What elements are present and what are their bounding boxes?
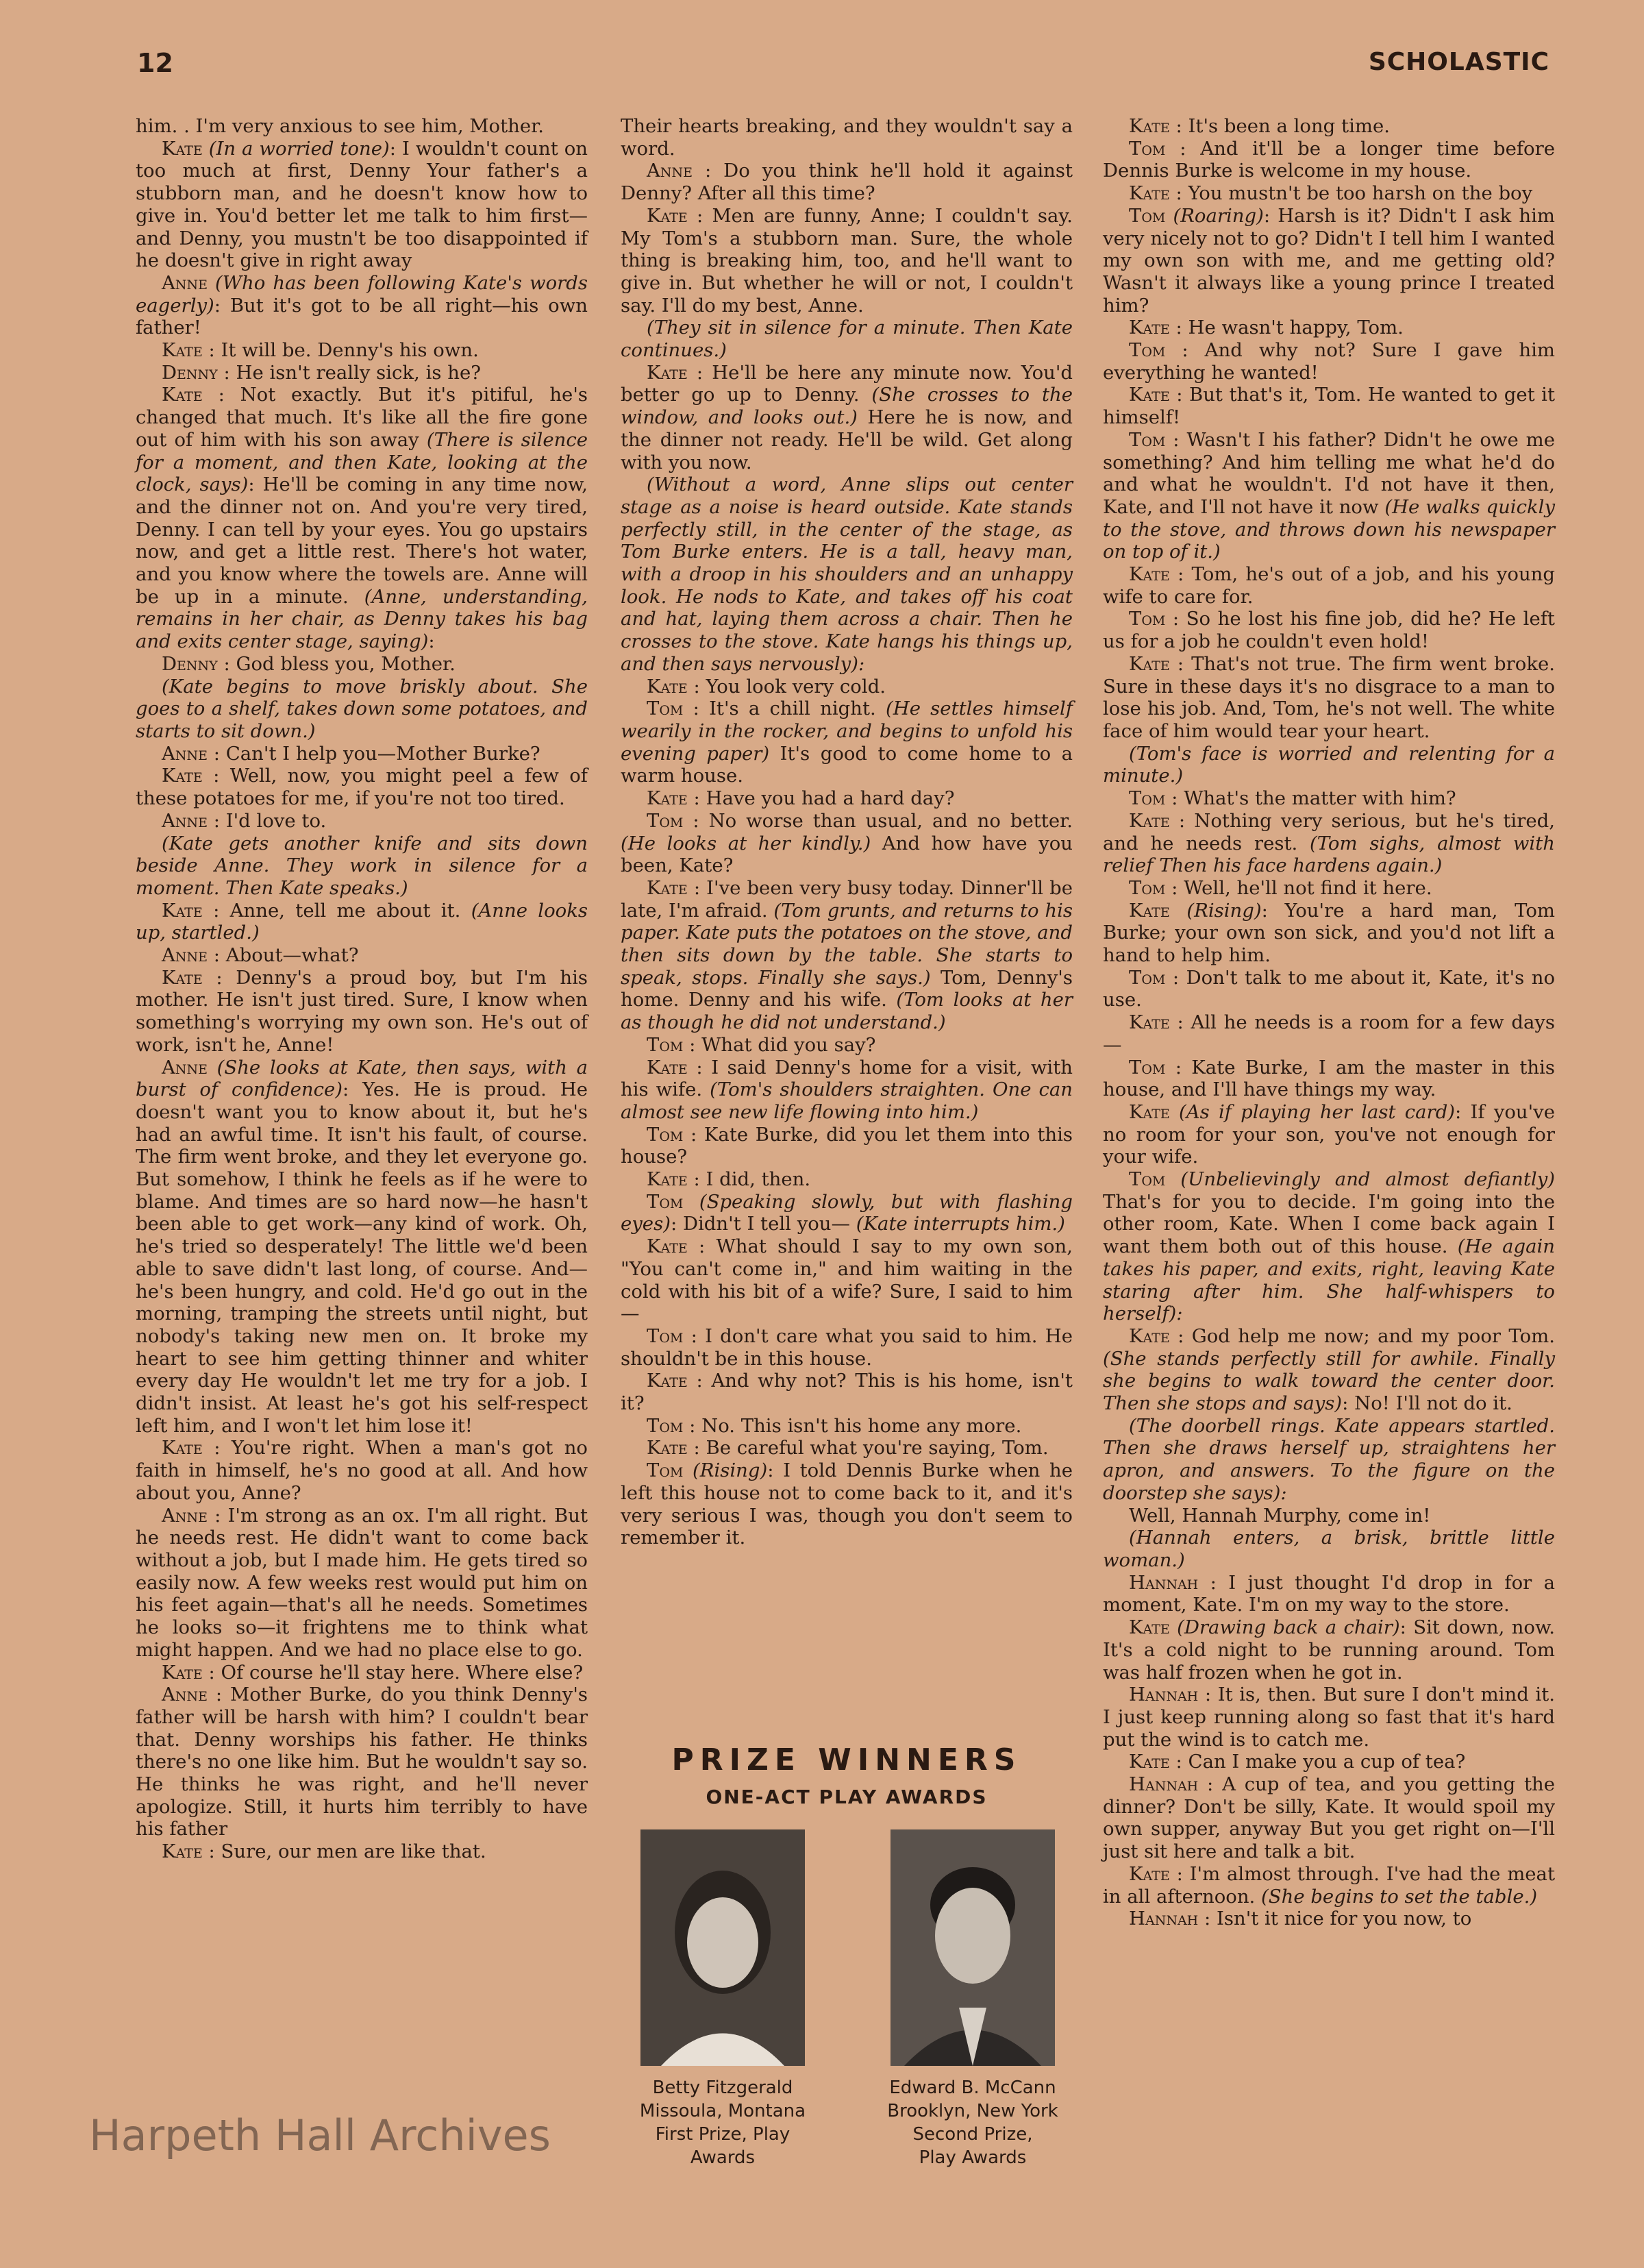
dialogue-text: : Have you had a hard day? — [693, 787, 955, 810]
script-paragraph — [621, 1057, 1073, 1124]
script-paragraph — [621, 810, 1073, 877]
script-paragraph — [621, 877, 1073, 1034]
dialogue-text: : I'm almost through. I've had the meat in all afternoon. — [1103, 1862, 1555, 1908]
speaker-name: Anne — [647, 160, 693, 182]
speaker-name: Kate — [647, 1056, 688, 1078]
speaker-name: Tom — [1129, 787, 1166, 810]
script-paragraph — [1103, 317, 1555, 339]
stage-direction: (Tom sighs, almost with relief Then his face hardens again.) — [1103, 832, 1555, 877]
dialogue-text: : Don't talk to me about it, Kate, it's no use. — [1103, 966, 1555, 1011]
script-paragraph — [136, 833, 588, 900]
winner-name: Edward B. McCann — [889, 2078, 1056, 2098]
winner-award: First Prize, Play — [655, 2124, 790, 2145]
script-paragraph — [1103, 384, 1555, 428]
script-paragraph — [621, 1459, 1073, 1549]
script-paragraph — [1103, 877, 1555, 900]
speaker-name: Anne — [162, 742, 208, 765]
script-paragraph — [1103, 115, 1555, 138]
dialogue-text: : Sit down, now. It's a cold night to be running around. Tom was half frozen when he got in. — [1103, 1616, 1555, 1684]
speaker-name: Kate — [162, 1661, 203, 1684]
stage-direction: (Kate interrupts him.) — [850, 1213, 1065, 1235]
winner-award: Awards — [690, 2147, 756, 2168]
script-paragraph — [621, 473, 1073, 675]
dialogue-text: : Well, he'll not find it here. — [1171, 876, 1432, 899]
prize-title: PRIZE WINNERS — [671, 1742, 1022, 1777]
script-paragraph — [621, 160, 1073, 204]
script-paragraph — [1103, 810, 1555, 877]
speaker-name: Tom — [1129, 966, 1166, 989]
speaker-name: Tom — [1129, 1168, 1166, 1191]
dialogue-text: It's good to come home to a warm house. — [621, 742, 1073, 787]
script-paragraph — [621, 1168, 1073, 1191]
speaker-name: Kate — [647, 876, 688, 899]
stage-direction: (Anne looks up, startled.) — [136, 899, 588, 944]
script-paragraph — [1103, 138, 1555, 182]
winner-place: Brooklyn, New York — [887, 2101, 1058, 2121]
dialogue-text: : God help me now; and my poor Tom. — [1178, 1324, 1555, 1347]
dialogue-text: : But it's got to be all right—his own father! — [136, 294, 588, 339]
script-paragraph — [136, 676, 588, 743]
dialogue-text: : It will be. Denny's his own. — [208, 339, 479, 362]
script-paragraph — [136, 944, 588, 967]
stage-direction: (Kate gets another knife and sits down beside Anne. They work in silence for a moment. Then Kate speaks.) — [136, 832, 588, 899]
dialogue-text: : You mustn't be too harsh on the boy — [1175, 182, 1533, 205]
script-paragraph — [1103, 1011, 1555, 1056]
speaker-name: Kate — [647, 1370, 688, 1392]
dialogue-text: : I'm strong as an ox. I'm all right. But he needs rest. He didn't want to come back without a job, but I made him. He gets tired so easily now. A few weeks rest would put him on his feet again—that's all he needs. Sometimes he looks so—it frightens me to think what might happen. And we had no place else to go. — [136, 1504, 588, 1661]
script-paragraph — [1103, 1101, 1555, 1168]
script-paragraph — [1103, 787, 1555, 810]
speaker-name: Hannah — [1129, 1684, 1199, 1706]
speaker-name: Tom — [1129, 339, 1166, 362]
speaker-name: Kate — [1129, 182, 1170, 205]
script-paragraph — [136, 115, 588, 138]
dialogue-text: : Isn't it nice for you now, to — [1204, 1908, 1472, 1930]
winner-award: Second Prize, — [912, 2124, 1033, 2145]
text-column-1 — [136, 115, 588, 1863]
winner-photo-1 — [640, 1829, 805, 2066]
dialogue-text: : That's not true. The firm went broke. Sure in these days it's no disgrace to a man to lose his job. And, Tom, he's not well. The white face of him would tear your heart. — [1103, 652, 1555, 742]
script-paragraph — [621, 1235, 1073, 1325]
speaker-name: Kate — [1129, 1011, 1170, 1034]
speaker-name: Denny — [162, 361, 218, 384]
winner-name: Betty Fitzgerald — [652, 2078, 793, 2098]
speaker-name: Tom — [647, 1190, 684, 1213]
dialogue-text: : It's been a long time. — [1175, 115, 1390, 137]
dialogue-text: : I told Dennis Burke when he left this house not to come back to it, and it's very serious I was, though you don't seem to remember it. — [621, 1459, 1073, 1549]
speaker-name: Hannah — [1129, 1571, 1199, 1594]
speaker-name: Kate — [162, 899, 203, 922]
dialogue-text: : Kate Burke, I am the master in this house, and I'll have things my way. — [1103, 1056, 1555, 1101]
dialogue-text: : Wasn't I his father? Didn't he owe me something? And him telling me what he'd do and what he wouldn't. I'd not have it then, Kate, and I'll not have it now — [1103, 428, 1556, 518]
stage-direction: (Speaking slowly, but with flashing eyes) — [621, 1190, 1073, 1235]
stage-direction: (He walks quickly to the stove, and throws down his newspaper on top of it.) — [1103, 495, 1555, 563]
script-paragraph — [136, 339, 588, 362]
dialogue-text: : All he needs is a room for a few days— — [1103, 1011, 1555, 1056]
dialogue-text: : Yes. He is proud. He doesn't want you to know about it, but he's had an awful time. It isn't his fault, of course. The firm went broke, and they let everyone go. But somehow, I think he feels as if he were to blame. And times are so hard now—he hasn't been able to get work—any kind of work. Oh, he's tried so desperately! The little we'd been able to save didn't last long, of course. And—he's been hungry, and cold. He'd go out in the morning, tramping the streets until night, but nobody's taking new men on. It broke my heart to see him getting thinner and whiter every day He wouldn't let me try for a job. I didn't insist. At least he's got his self-respect left him, and I won't let him lose it! — [136, 1078, 588, 1437]
script-paragraph — [1103, 1863, 1555, 1908]
dialogue-text: : I wouldn't count on too much at first, Denny Your father's a stubborn man, and he doesn't know how to give in. You'd better let me talk to him first—and Denny, you mustn't be too disappointed if he doesn't give in right away — [136, 137, 588, 272]
speaker-name: Kate — [647, 1168, 688, 1191]
speaker-name: Kate — [1129, 1100, 1170, 1123]
speaker-name: Kate — [1129, 1616, 1170, 1639]
dialogue-text: : Men are funny, Anne; I couldn't say. My Tom's a stubborn man. Sure, the whole thing is breaking him, too, and he'll want to give in. But whether he will or not, I couldn't say. I'll do my best, Anne. — [621, 204, 1073, 317]
script-paragraph — [136, 272, 588, 339]
stage-direction: (In a worried tone) — [208, 137, 390, 160]
speaker-name: Tom — [1129, 137, 1166, 160]
dialogue-text: : So he lost his fine job, did he? He left us for a job he couldn't even hold! — [1103, 608, 1555, 653]
stage-direction: (He again takes his paper, and exits, right, leaving Kate staring after him. She half-whispers to herself): — [1103, 1235, 1555, 1325]
script-paragraph — [1103, 1684, 1555, 1751]
dialogue-text: : Mother Burke, do you think Denny's father will be harsh with him? I couldn't bear that. Denny worships his father. He thinks there's no one like him. But he wouldn't say so. He thinks he was right, and he'll never apologize. Still, it hurts him terribly to have his father — [136, 1684, 588, 1840]
archive-watermark: Harpeth Hall Archives — [89, 2110, 551, 2160]
speaker-name: Anne — [162, 1684, 208, 1706]
script-paragraph — [1103, 1057, 1555, 1101]
speaker-name: Anne — [162, 809, 208, 832]
dialogue-text: : Didn't I tell you— — [670, 1213, 851, 1235]
speaker-name: Kate — [1129, 115, 1170, 137]
stage-direction: (Without a word, Anne slips out center stage as a noise is heard outside. Kate stands perfectly still, in the center of the stage, as Tom Burke enters. He is a tall, heavy man, with a droop in his shoulders and an unhappy look. He nods to Kate, and takes off his coat and hat, laying them across a chair. Then he crosses to the stove. Kate hangs his things up, and then says nervously): — [621, 473, 1073, 675]
speaker-name: Tom — [647, 1324, 684, 1347]
stage-direction: (Tom looks at her as though he did not understand.) — [621, 989, 1073, 1034]
stage-direction: (He settles himself wearily in the rocker, and begins to unfold his evening paper) — [621, 698, 1073, 765]
text-column-2 — [621, 115, 1073, 1549]
script-paragraph — [136, 967, 588, 1057]
script-paragraph — [1103, 1616, 1555, 1684]
dialogue-text: : You're a hard man, Tom Burke; your own son sick, and you'd not lift a hand to help him. — [1103, 899, 1555, 967]
magazine-title: SCHOLASTIC — [1368, 48, 1549, 76]
stage-direction: (Unbelievingly and almost defiantly) — [1180, 1168, 1555, 1191]
speaker-name: Kate — [1129, 1751, 1170, 1773]
script-paragraph — [136, 362, 588, 384]
winner-caption-1 — [620, 2076, 825, 2169]
dialogue-text: : But that's it, Tom. He wanted to get it himself! — [1103, 384, 1555, 429]
dialogue-text: : I did, then. — [693, 1168, 811, 1191]
stage-direction: (Rising) — [1186, 899, 1262, 922]
dialogue-text: : He wasn't happy, Tom. — [1175, 317, 1404, 339]
speaker-name: Anne — [162, 1056, 208, 1078]
stage-direction: (Hannah enters, a brisk, brittle little woman.) — [1103, 1527, 1555, 1571]
dialogue-text: : Be careful what you're saying, Tom. — [693, 1437, 1049, 1459]
stage-direction: (Tom's face is worried and relenting for a minute.) — [1103, 742, 1555, 787]
dialogue-text: : If you've no room for your son, you've not enough for your wife. — [1103, 1100, 1555, 1168]
prize-winners-box — [621, 1737, 1073, 1808]
dialogue-text: : Kate Burke, did you let them into this house? — [621, 1123, 1073, 1168]
speaker-name: Tom — [647, 809, 684, 832]
script-paragraph — [621, 787, 1073, 810]
speaker-name: Tom — [1129, 608, 1166, 630]
script-paragraph — [621, 1124, 1073, 1168]
script-paragraph — [1103, 1325, 1555, 1415]
dialogue-text: : God bless you, Mother. — [223, 652, 456, 675]
dialogue-text: : It's a chill night. — [693, 698, 876, 720]
script-paragraph — [621, 1034, 1073, 1057]
dialogue-text: : Harsh is it? Didn't I ask him very nicely not to go? Didn't I tell him I wanted my own son with me, and me getting old? Wasn't it always like a young prince I treated him? — [1103, 204, 1555, 317]
dialogue-text: : I said Denny's home for a visit, with his wife. — [621, 1056, 1073, 1101]
speaker-name: Hannah — [1129, 1908, 1199, 1930]
script-paragraph — [621, 698, 1073, 787]
stage-direction: (There is silence for a moment, and then Kate, looking at the clock, says) — [136, 428, 588, 496]
speaker-name: Kate — [162, 1437, 203, 1459]
speaker-name: Anne — [162, 1504, 208, 1527]
script-paragraph — [621, 205, 1073, 317]
dialogue-text: That's for you to decide. I'm going into the other room, Kate. When I come back again I want them both out of this house. — [1103, 1190, 1555, 1258]
script-paragraph — [621, 676, 1073, 698]
winner-place: Missoula, Montana — [639, 2101, 806, 2121]
speaker-name: Anne — [162, 944, 208, 967]
script-paragraph — [1103, 1572, 1555, 1616]
speaker-name: Tom — [1129, 428, 1166, 451]
script-paragraph — [136, 384, 588, 652]
page-number: 12 — [137, 48, 173, 78]
dialogue-text: : About—what? — [213, 944, 359, 967]
script-paragraph — [136, 1662, 588, 1684]
dialogue-text: him. . I'm very anxious to see him, Mother. — [136, 115, 544, 137]
script-paragraph — [621, 1191, 1073, 1235]
script-paragraph — [1103, 967, 1555, 1011]
script-paragraph — [1103, 653, 1555, 743]
stage-direction: (Roaring) — [1173, 204, 1264, 227]
speaker-name: Kate — [1129, 899, 1170, 922]
dialogue-text: : Sure, our men are like that. — [208, 1840, 486, 1863]
script-paragraph — [136, 1057, 588, 1438]
dialogue-text: : Of course he'll stay here. Where else? — [208, 1661, 584, 1684]
script-paragraph — [1103, 900, 1555, 967]
script-paragraph — [1103, 563, 1555, 608]
speaker-name: Kate — [162, 339, 203, 362]
speaker-name: Kate — [162, 384, 203, 406]
script-paragraph — [1103, 743, 1555, 787]
script-paragraph — [1103, 1168, 1555, 1325]
stage-direction: (He looks at her kindly.) — [621, 832, 871, 854]
speaker-name: Kate — [647, 1235, 688, 1258]
speaker-name: Tom — [1129, 1056, 1166, 1078]
stage-direction: (As if playing her last card) — [1179, 1100, 1456, 1123]
script-paragraph — [1103, 429, 1555, 563]
script-paragraph — [1103, 1415, 1555, 1505]
stage-direction: (Who has been following Kate's words eagerly) — [136, 271, 588, 317]
dialogue-text: : Do you think he'll hold it against Denny? After all this time? — [621, 160, 1073, 205]
script-paragraph — [621, 115, 1073, 160]
dialogue-text: : Can't I help you—Mother Burke? — [213, 742, 540, 765]
dialogue-text: : Anne, tell me about it. — [213, 899, 461, 922]
dialogue-text: Their hearts breaking, and they wouldn't say a word. — [621, 115, 1073, 160]
stage-direction: (The doorbell rings. Kate appears startled. Then she draws herself up, straightens her apron, and answers. To the figure on the doorstep she says): — [1103, 1414, 1555, 1504]
speaker-name: Denny — [162, 652, 218, 675]
speaker-name: Kate — [1129, 652, 1170, 675]
dialogue-text: Well, Hannah Murphy, come in! — [1129, 1504, 1431, 1527]
script-paragraph — [621, 1437, 1073, 1459]
dialogue-text: : What's the matter with him? — [1171, 787, 1456, 810]
speaker-name: Kate — [647, 1437, 688, 1459]
speaker-name: Kate — [647, 361, 688, 384]
speaker-name: Kate — [1129, 1324, 1170, 1347]
text-column-3 — [1103, 115, 1555, 1930]
dialogue-text: : And why not? This is his home, isn't it? — [621, 1370, 1073, 1415]
stage-direction: (She stands perfectly still for awhile. Finally she begins to walk toward the center door. Then she stops and says) — [1103, 1347, 1555, 1415]
dialogue-text: : No. This isn't his home any more. — [689, 1414, 1022, 1437]
stage-direction: (Rising) — [693, 1459, 768, 1482]
winner-caption-2 — [870, 2076, 1075, 2169]
dialogue-text: : He'll be here any minute now. You'd better go up to Denny. — [621, 361, 1073, 406]
stage-direction: (She looks at Kate, then says, with a burst of confidence) — [136, 1056, 588, 1101]
script-paragraph — [621, 1325, 1073, 1370]
script-paragraph — [136, 1840, 588, 1863]
script-paragraph — [136, 765, 588, 809]
speaker-name: Kate — [162, 137, 203, 160]
script-paragraph — [1103, 1908, 1555, 1930]
dialogue-text: : No! I'll not do it. — [1342, 1392, 1512, 1415]
speaker-name: Kate — [1129, 317, 1170, 339]
dialogue-text: : Well, now, you might peel a few of these potatoes for me, if you're not too tired. — [136, 765, 588, 810]
script-paragraph — [621, 1370, 1073, 1414]
speaker-name: Tom — [1129, 876, 1166, 899]
script-paragraph — [1103, 608, 1555, 652]
dialogue-text: : A cup of tea, and you getting the dinner? Don't be silly, Kate. It would spoil my own supper, anyway But you get right on—I'll just sit here and talk a bit. — [1103, 1773, 1555, 1863]
speaker-name: Anne — [162, 271, 208, 294]
dialogue-text: : I don't care what you said to him. He shouldn't be in this house. — [621, 1324, 1073, 1370]
speaker-name: Kate — [647, 787, 688, 810]
script-paragraph — [1103, 339, 1555, 384]
dialogue-text: : Not exactly. But it's pitiful, he's changed that much. It's like all the fire gone out of him with his son away — [136, 384, 588, 451]
stage-direction: (Tom's shoulders straighten. One can almost see new life flowing into him.) — [621, 1078, 1073, 1123]
dialogue-text: Tom, Denny's home. Denny and his wife. — [621, 966, 1073, 1011]
dialogue-text: : He isn't really sick, is he? — [223, 361, 481, 384]
dialogue-text: : What should I say to my own son, "You can't come in," and him waiting in the cold with his bit of a wife? Sure, I said to him— — [621, 1235, 1073, 1325]
speaker-name: Tom — [647, 1459, 684, 1482]
speaker-name: Kate — [162, 765, 203, 787]
speaker-name: Kate — [647, 204, 688, 227]
speaker-name: Tom — [647, 1123, 684, 1146]
dialogue-text: Here he is now, and the dinner not ready. He'll be wild. Get along with you now. — [621, 406, 1073, 473]
speaker-name: Tom — [1129, 204, 1166, 227]
winner-photo-2 — [891, 1829, 1055, 2066]
script-paragraph — [1103, 1527, 1555, 1571]
stage-direction: (Tom grunts, and returns to his paper. Kate puts the potatoes on the stove, and then sits down by the table. She starts to speak, stops. Finally she says.) — [621, 899, 1073, 989]
script-paragraph — [136, 1505, 588, 1662]
script-paragraph — [136, 810, 588, 833]
speaker-name: Kate — [1129, 809, 1170, 832]
dialogue-text: : You're right. When a man's got no faith in himself, he's no good at all. And how about you, Anne? — [136, 1437, 588, 1504]
script-paragraph — [136, 1684, 588, 1840]
dialogue-text: : Tom, he's out of a job, and his young wife to care for. — [1103, 563, 1555, 608]
dialogue-text: : No worse than usual, and no better. — [693, 809, 1073, 832]
speaker-name: Tom — [647, 1033, 684, 1056]
speaker-name: Kate — [162, 966, 203, 989]
dialogue-text: : And why not? Sure I gave him everything he wanted! — [1103, 339, 1555, 384]
script-paragraph — [136, 653, 588, 676]
script-paragraph — [621, 317, 1073, 361]
script-paragraph — [1103, 205, 1555, 317]
script-paragraph — [1103, 1773, 1555, 1863]
dialogue-text: : And it'll be a longer time before Dennis Burke is welcome in my house. — [1103, 137, 1555, 182]
script-paragraph — [1103, 1505, 1555, 1527]
speaker-name: Hannah — [1129, 1773, 1199, 1796]
stage-direction: (Anne, understanding, remains in her chair, as Denny takes his bag and exits center stage, saying) — [136, 585, 588, 653]
dialogue-text: : — [428, 630, 435, 653]
dialogue-text: : Nothing very serious, but he's tired, and he needs rest. — [1103, 809, 1555, 854]
script-paragraph — [136, 743, 588, 765]
dialogue-text: And how have you been, Kate? — [621, 832, 1073, 877]
speaker-name: Kate — [647, 675, 688, 698]
stage-direction: (Drawing back a chair) — [1177, 1616, 1400, 1639]
speaker-name: Kate — [1129, 1862, 1170, 1885]
script-paragraph — [136, 1437, 588, 1504]
winner-award: Play Awards — [919, 2147, 1027, 2168]
dialogue-text: : It is, then. But sure I don't mind it. I just keep running along so fast that it's hard put the wind is to catch me. — [1103, 1684, 1555, 1751]
dialogue-text: : I just thought I'd drop in for a moment, Kate. I'm on my way to the store. — [1103, 1571, 1556, 1616]
script-paragraph — [621, 1415, 1073, 1438]
dialogue-text: : I've been very busy today. Dinner'll be late, I'm afraid. — [621, 876, 1073, 922]
speaker-name: Kate — [1129, 384, 1170, 406]
dialogue-text: : What did you say? — [689, 1033, 876, 1056]
speaker-name: Kate — [162, 1840, 203, 1863]
dialogue-text: : Can I make you a cup of tea? — [1175, 1751, 1466, 1773]
stage-direction: (Kate begins to move briskly about. She goes to a shelf, takes down some potatoes, and starts to sit down.) — [136, 675, 588, 742]
speaker-name: Kate — [1129, 563, 1170, 586]
stage-direction: (They sit in silence for a minute. Then Kate continues.) — [621, 317, 1073, 362]
speaker-name: Tom — [647, 1414, 684, 1437]
script-paragraph — [621, 362, 1073, 474]
dialogue-text: : I'd love to. — [213, 809, 327, 832]
prize-subtitle: ONE-ACT PLAY AWARDS — [706, 1786, 988, 1808]
script-paragraph — [136, 900, 588, 944]
script-paragraph — [1103, 182, 1555, 205]
dialogue-text: : He'll be coming in any time now, and the dinner not on. And you're very tired, Denny. I can tell by your eyes. You go upstairs now, and get a little rest. There's hot water, and you know where the towels are. Anne will be up in a minute. — [136, 473, 588, 608]
script-paragraph — [1103, 1751, 1555, 1773]
dialogue-text: : Denny's a proud boy, but I'm his mother. He isn't just tired. Sure, I know when something's worrying my own son. He's out of work, isn't he, Anne! — [136, 966, 588, 1056]
stage-direction: (She begins to set the table.) — [1255, 1885, 1538, 1908]
dialogue-text: : You look very cold. — [693, 675, 886, 698]
script-paragraph — [136, 138, 588, 272]
speaker-name: Tom — [647, 698, 684, 720]
stage-direction: (She crosses to the window, and looks out.) — [621, 384, 1073, 429]
